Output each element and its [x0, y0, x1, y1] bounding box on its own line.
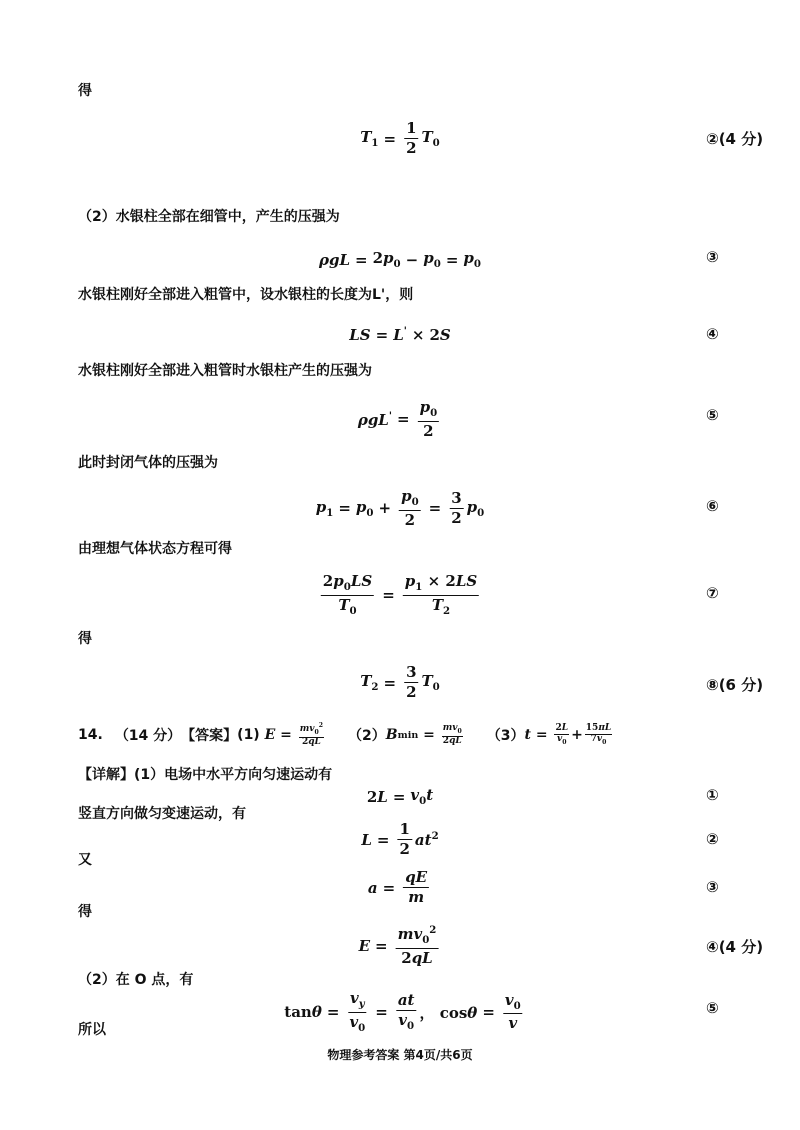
marker-2-4pts: ②(4 分) — [706, 130, 764, 148]
marker-b1: ① — [706, 786, 719, 804]
equation-LS: LS = L' × 2S — [349, 325, 451, 344]
marker-7: ⑦ — [706, 584, 719, 602]
equation-2L: 2L = $v_0t$ — [366, 786, 434, 807]
text-de-1: 得 — [78, 83, 92, 99]
equation-rho-g-Lprime: ρgL' = $\frac{p_0}{2}$ — [357, 398, 438, 440]
text-pressure-thick: 水银柱刚好全部进入粗管时水银柱产生的压强为 — [78, 363, 372, 379]
answer-t: t = 2L $v_0$ + 15πL $7v_0$ — [524, 723, 612, 746]
question-14-answer — [78, 723, 614, 747]
question-14-part3: （3） — [486, 728, 525, 745]
question-14-score: （14 分） — [114, 728, 182, 745]
marker-6: ⑥ — [706, 497, 719, 515]
equation-ideal-gas: $\frac{2p_0LS}{T_0}$ = $\frac{p_1 \times 2LS}{T_2}$ — [322, 572, 478, 617]
text-detail-1: 【详解】(1）电场中水平方向匀速运动有 — [78, 767, 333, 783]
text-part2-intro: （2）水银柱全部在细管中，产生的压强为 — [78, 209, 340, 225]
text-into-thick-tube: 水银柱刚好全部进入粗管中，设水银柱的长度为L'，则 — [78, 287, 414, 303]
equation-rho-g-L: ρgL = $2p_0$ − $p_0$ = $p_0$ — [319, 249, 481, 270]
answer-Bmin: B min = $mv_0$ 2qL — [385, 723, 462, 746]
marker-4: ④ — [706, 325, 719, 343]
answer-E: E = $mv_0^2$ 2qL — [264, 722, 324, 747]
marker-b5: ⑤ — [706, 999, 719, 1017]
text-gas-pressure: 此时封闭气体的压强为 — [78, 455, 218, 471]
text-de-2: 得 — [78, 631, 92, 647]
text-ideal-gas: 由理想气体状态方程可得 — [78, 541, 232, 557]
question-14-answer-tag: 【答案】 — [181, 728, 238, 745]
text-at-O: （2）在 O 点，有 — [78, 972, 194, 988]
text-suoyi: 所以 — [78, 1022, 106, 1038]
equation-p1: $p_1$ = $p_0$ + $\frac{p_0}{2}$ = $\frac{3}{2}$ $p_0$ — [315, 487, 485, 529]
equation-L-at2: L = $\frac{1}{2}$ $at^2$ — [361, 820, 439, 859]
text-you: 又 — [78, 852, 92, 868]
marker-b4-4pts: ④(4 分) — [706, 938, 764, 956]
question-14-part1: (1) — [237, 727, 260, 744]
marker-b3: ③ — [706, 878, 719, 896]
text-vertical: 竖直方向做匀变速运动，有 — [78, 806, 246, 822]
question-14-part2: （2） — [348, 728, 386, 745]
equation-T2: $T_2$ = $\frac{3}{2}$ $T_0$ — [360, 663, 440, 702]
equation-tan-cos: tanθ = $\frac{v_y}{v_0}$ = $\frac{at}{v_0}$ ， cosθ = $\frac{v_0}{v}$ — [284, 989, 521, 1034]
marker-b2: ② — [706, 830, 719, 848]
equation-a: a = $\frac{qE}{m}$ — [367, 868, 428, 907]
text-de-3: 得 — [78, 904, 92, 920]
question-14-number: 14. — [78, 727, 103, 744]
marker-8-6pts: ⑧(6 分) — [706, 676, 764, 694]
page-footer: 物理参考答案 第4页/共6页 — [327, 1048, 473, 1062]
marker-3: ③ — [706, 248, 719, 266]
equation-E: E = $\frac{mv_0^2}{2qL}$ — [358, 924, 437, 967]
marker-5: ⑤ — [706, 406, 719, 424]
equation-T1: $T_1$ = $\frac{1}{2}$ $T_0$ — [360, 119, 440, 158]
